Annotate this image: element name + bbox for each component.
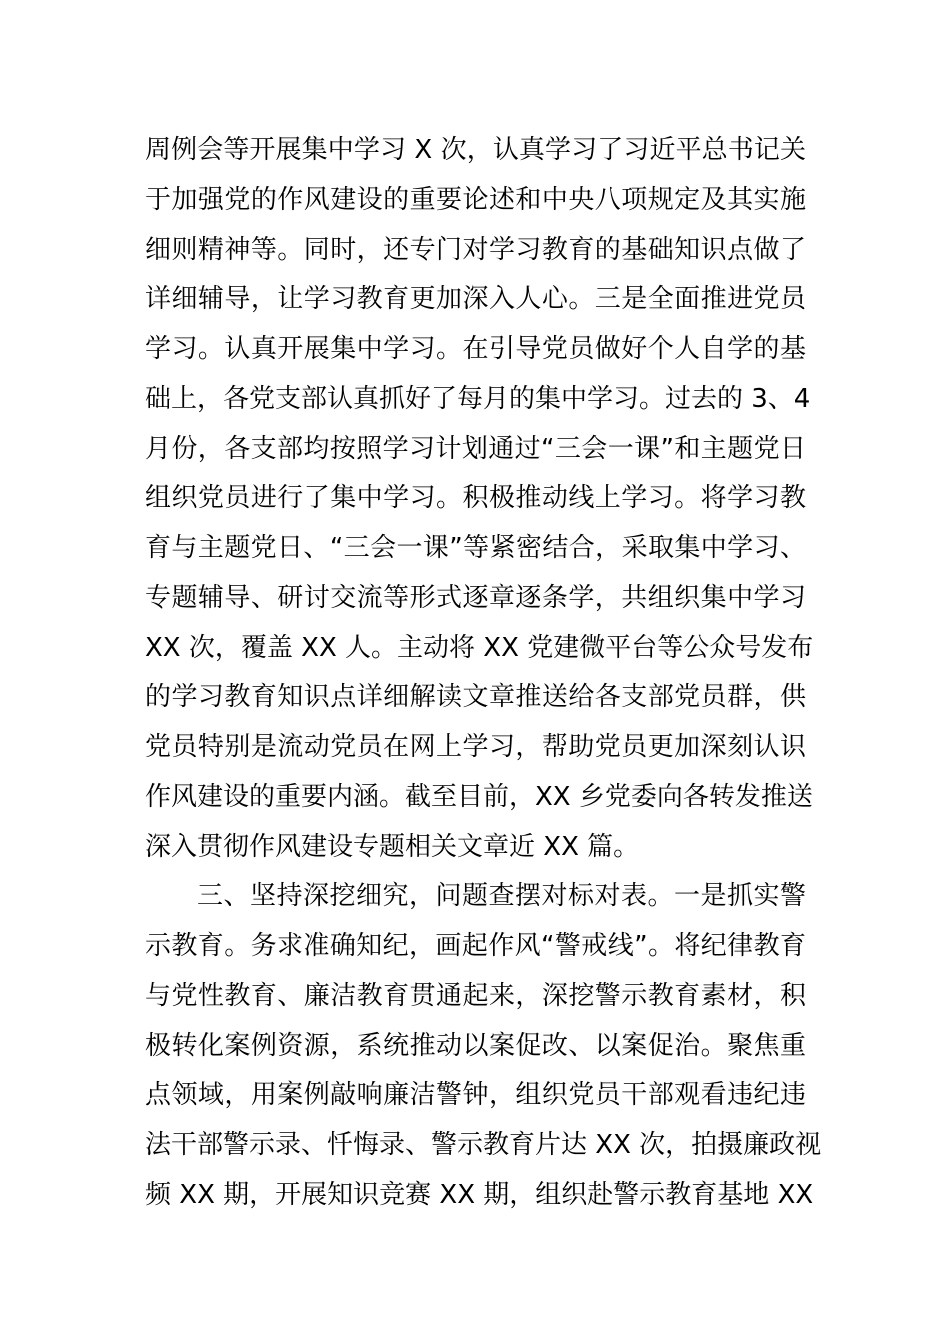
text-line: 极转化案例资源，系统推动以案促改、以案促治。聚焦重 bbox=[145, 1030, 806, 1061]
text-line: 点领域，用案例敲响廉洁警钟，组织党员干部观看违纪违 bbox=[145, 1080, 806, 1111]
text-line: 法干部警示录、忏悔录、警示教育片达 XX 次，拍摄廉政视 bbox=[145, 1130, 822, 1160]
text-line: XX 次，覆盖 XX 人。主动将 XX 党建微平台等公众号发布 bbox=[145, 632, 814, 663]
text-line: 学习。认真开展集中学习。在引导党员做好个人自学的基 bbox=[145, 334, 806, 364]
text-line: 月份，各支部均按照学习计划通过“三会一课”和主题党日 bbox=[145, 433, 806, 464]
text-line: 专题辅导、研讨交流等形式逐章逐条学，共组织集中学习 bbox=[145, 582, 806, 613]
paragraph-1 bbox=[145, 131, 814, 877]
text-line: 的学习教育知识点详细解读文章推送给各支部党员群，供 bbox=[145, 682, 806, 713]
text-line: 三、坚持深挖细究，问题查摆对标对表。一是抓实警 bbox=[197, 881, 806, 912]
paragraph-2 bbox=[145, 877, 822, 1225]
text-line: 党员特别是流动党员在网上学习，帮助党员更加深刻认识 bbox=[145, 732, 806, 762]
text-line: 详细辅导，让学习教育更加深入人心。三是全面推进党员 bbox=[145, 284, 806, 315]
text-line: 组织党员进行了集中学习。积极推动线上学习。将学习教 bbox=[145, 483, 806, 514]
text-line: 深入贯彻作风建设专题相关文章近 XX 篇。 bbox=[145, 831, 640, 862]
text-line: 于加强党的作风建设的重要论述和中央八项规定及其实施 bbox=[145, 184, 806, 215]
document-page bbox=[145, 131, 822, 1226]
text-line: 示教育。务求准确知纪，画起作风“警戒线”。将纪律教育 bbox=[145, 931, 806, 961]
text-line: 育与主题党日、“三会一课”等紧密结合，采取集中学习、 bbox=[145, 533, 806, 563]
text-line: 与党性教育、廉洁教育贯通起来，深挖警示教育素材，积 bbox=[145, 980, 806, 1011]
text-line: 细则精神等。同时，还专门对学习教育的基础知识点做了 bbox=[145, 234, 806, 265]
text-line: 频 XX 期，开展知识竞赛 XX 期，组织赴警示教育基地 XX bbox=[145, 1179, 814, 1210]
text-line: 作风建设的重要内涵。截至目前，XX 乡党委向各转发推送 bbox=[145, 781, 813, 812]
text-line: 础上，各党支部认真抓好了每月的集中学习。过去的 3、4 bbox=[145, 383, 811, 414]
text-line: 周例会等开展集中学习 X 次，认真学习了习近平总书记关 bbox=[145, 135, 806, 165]
